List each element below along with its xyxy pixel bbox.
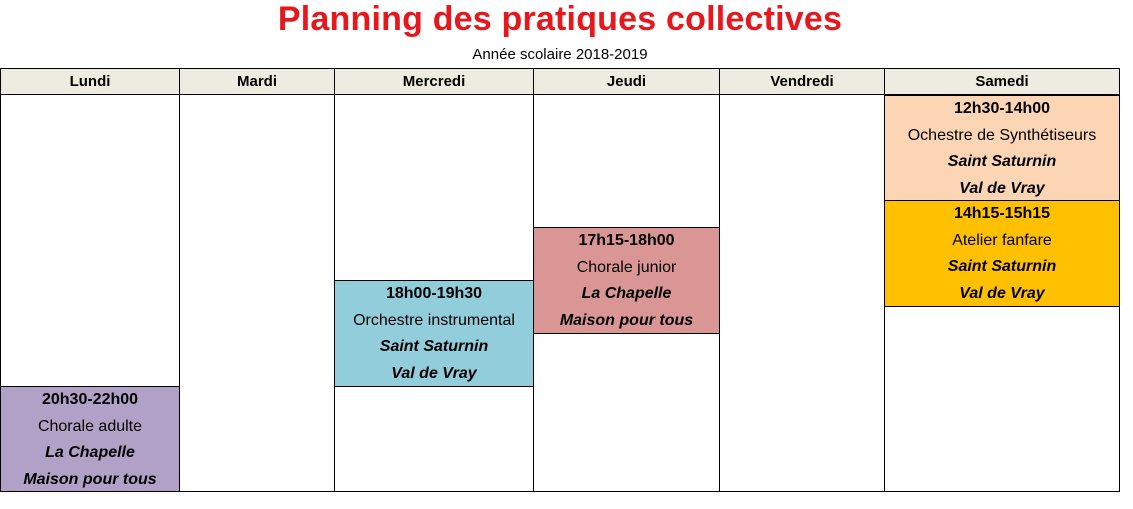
event-place: Val de Vray [391, 364, 477, 382]
event-name: Chorale adulte [37, 417, 143, 435]
day-header-samedi: Samedi [884, 68, 1120, 95]
event-time: 18h00-19h30 [385, 285, 483, 302]
page-title: Planning des pratiques collectives [277, 0, 843, 38]
schedule-grid [0, 68, 1120, 492]
day-header-mercredi: Mercredi [334, 68, 534, 95]
event-name: Ochestre de Synthétiseurs [907, 126, 1097, 144]
event-place: Saint Saturnin [379, 338, 489, 355]
event-name: Orchestre instrumental [353, 311, 515, 329]
event-place: Val de Vray [959, 179, 1045, 197]
event-place: Val de Vray [959, 284, 1045, 302]
event-place: Saint Saturnin [947, 153, 1057, 170]
event-time: 17h15-18h00 [578, 232, 675, 249]
event-time: 12h30-14h00 [953, 100, 1051, 117]
event-time: 20h30-22h00 [41, 391, 139, 408]
event-place: Maison pour tous [559, 311, 694, 329]
event-orchestre-synthetiseurs [884, 95, 1120, 201]
event-place: Maison pour tous [23, 470, 157, 488]
day-column-mardi [179, 95, 335, 492]
day-header-vendredi: Vendredi [719, 68, 885, 95]
event-orchestre-instrumental [334, 280, 534, 387]
day-header-jeudi: Jeudi [533, 68, 720, 95]
event-atelier-fanfare [884, 200, 1120, 307]
day-header-lundi: Lundi [0, 68, 180, 95]
event-place: La Chapelle [45, 444, 135, 461]
event-place: Saint Saturnin [947, 258, 1057, 275]
event-time: 14h15-15h15 [953, 205, 1051, 222]
event-chorale-adulte [0, 386, 180, 492]
page-subtitle: Année scolaire 2018-2019 [472, 46, 648, 63]
event-chorale-junior [533, 227, 720, 334]
event-name: Atelier fanfare [952, 231, 1052, 249]
event-place: La Chapelle [581, 285, 672, 302]
event-name: Chorale junior [576, 258, 677, 276]
day-column-vendredi [719, 95, 885, 492]
day-header-mardi: Mardi [179, 68, 335, 95]
